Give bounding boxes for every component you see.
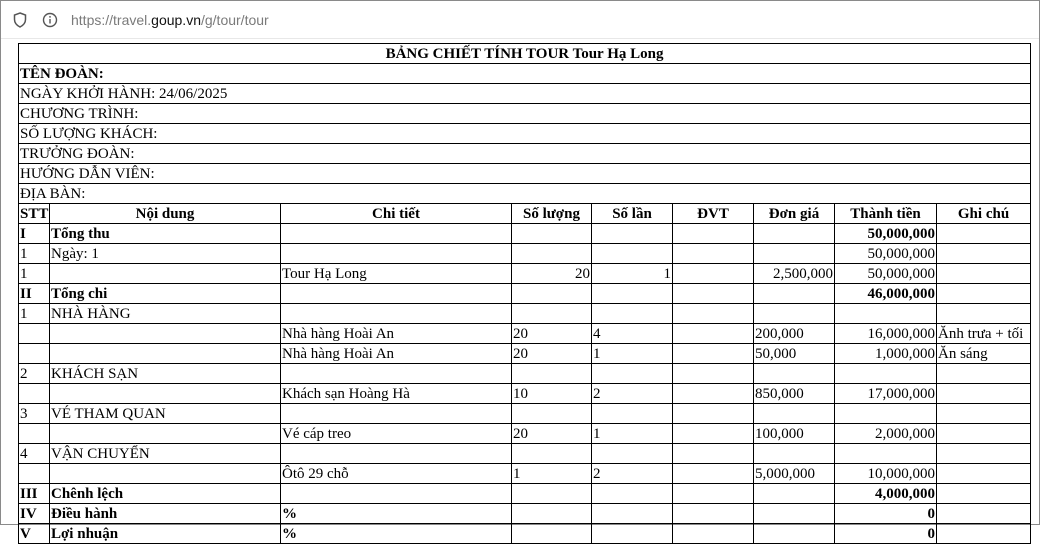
- cell-dvt: [673, 504, 754, 524]
- info-row: [19, 144, 1031, 164]
- cell-thanh-tien: 16,000,000: [835, 324, 937, 344]
- cell-so-luong: 20: [512, 324, 592, 344]
- cell-so-luong: [512, 224, 592, 244]
- cell-thanh-tien: 1,000,000: [835, 344, 937, 364]
- cell-stt: II: [19, 284, 50, 304]
- table-row: [19, 364, 1031, 384]
- cell-chi-tiet: [281, 284, 512, 304]
- cell-stt: IV: [19, 504, 50, 524]
- cell-ghi-chu: Ăn sáng: [937, 344, 1031, 364]
- cell-thanh-tien: 46,000,000: [835, 284, 937, 304]
- cell-chi-tiet: Ôtô 29 chỗ: [281, 464, 512, 484]
- table-row: [19, 504, 1031, 524]
- cell-so-lan: [592, 224, 673, 244]
- cell-so-luong: [512, 524, 592, 544]
- cell-stt: 4: [19, 444, 50, 464]
- info-row: [19, 104, 1031, 124]
- info-label: HƯỚNG DẪN VIÊN:: [19, 164, 1031, 184]
- info-label: TRƯỞNG ĐOÀN:: [19, 144, 1031, 164]
- column-header: STT: [20, 205, 49, 222]
- cell-noi-dung: [50, 424, 281, 444]
- cell-chi-tiet: [281, 364, 512, 384]
- cell-so-luong: 1: [512, 464, 592, 484]
- cell-thanh-tien: 0: [835, 504, 937, 524]
- cell-noi-dung: [50, 344, 281, 364]
- cell-so-lan: 1: [592, 424, 673, 444]
- cell-thanh-tien: 10,000,000: [835, 464, 937, 484]
- table-row: [19, 384, 1031, 404]
- cell-don-gia: [754, 224, 835, 244]
- cell-ghi-chu: [937, 424, 1031, 444]
- cell-so-luong: [512, 504, 592, 524]
- cell-dvt: [673, 364, 754, 384]
- cell-ghi-chu: [937, 284, 1031, 304]
- cell-so-lan: 2: [592, 464, 673, 484]
- cell-thanh-tien: 0: [835, 524, 937, 544]
- cell-thanh-tien: [835, 304, 937, 324]
- cell-don-gia: [754, 244, 835, 264]
- cell-don-gia: 200,000: [754, 324, 835, 344]
- info-label: CHƯƠNG TRÌNH:: [19, 104, 1031, 124]
- sheet-title: BẢNG CHIẾT TÍNH TOUR Tour Hạ Long: [19, 44, 1031, 64]
- column-header: Số lần: [592, 204, 673, 224]
- table-row: [19, 344, 1031, 364]
- info-row: [19, 64, 1031, 84]
- cell-noi-dung: Ngày: 1: [50, 244, 281, 264]
- cell-noi-dung: [50, 384, 281, 404]
- table-row: [19, 524, 1031, 544]
- info-label: TÊN ĐOÀN:: [19, 64, 1031, 84]
- cell-ghi-chu: [937, 464, 1031, 484]
- cell-ghi-chu: [937, 484, 1031, 504]
- address-bar[interactable]: [1, 1, 1039, 39]
- column-header: Ghi chú: [937, 204, 1031, 224]
- header-row: [19, 204, 1031, 224]
- cell-thanh-tien: 50,000,000: [835, 224, 937, 244]
- cell-so-lan: [592, 284, 673, 304]
- info-label: ĐỊA BÀN:: [19, 184, 1031, 204]
- cell-dvt: [673, 284, 754, 304]
- column-header: Thành tiền: [835, 204, 937, 224]
- cell-chi-tiet: %: [281, 524, 512, 544]
- cell-stt: V: [19, 524, 50, 544]
- table-row: [19, 224, 1031, 244]
- cell-stt: [19, 424, 50, 444]
- cell-chi-tiet: [281, 404, 512, 424]
- cell-thanh-tien: [835, 444, 937, 464]
- shield-icon[interactable]: [11, 11, 29, 29]
- cell-thanh-tien: 17,000,000: [835, 384, 937, 404]
- info-label: NGÀY KHỞI HÀNH: 24/06/2025: [19, 84, 1031, 104]
- cell-ghi-chu: [937, 224, 1031, 244]
- cell-noi-dung: Chênh lệch: [50, 484, 281, 504]
- cell-dvt: [673, 304, 754, 324]
- table-row: [19, 404, 1031, 424]
- cell-stt: [19, 464, 50, 484]
- cell-chi-tiet: Nhà hàng Hoài An: [281, 344, 512, 364]
- cell-so-lan: [592, 364, 673, 384]
- cell-dvt: [673, 524, 754, 544]
- cell-chi-tiet: %: [281, 504, 512, 524]
- cell-don-gia: 850,000: [754, 384, 835, 404]
- table-row: [19, 444, 1031, 464]
- cell-dvt: [673, 344, 754, 364]
- cell-ghi-chu: [937, 364, 1031, 384]
- cell-so-lan: [592, 504, 673, 524]
- cell-don-gia: [754, 484, 835, 504]
- cell-dvt: [673, 424, 754, 444]
- info-row: [19, 124, 1031, 144]
- url-prefix: https://travel.: [71, 11, 152, 28]
- cell-so-luong: 20: [512, 424, 592, 444]
- cell-thanh-tien: [835, 404, 937, 424]
- cell-noi-dung: NHÀ HÀNG: [50, 304, 281, 324]
- cell-stt: [19, 344, 50, 364]
- cell-stt: 1: [19, 304, 50, 324]
- cell-ghi-chu: [937, 504, 1031, 524]
- cell-ghi-chu: [937, 264, 1031, 284]
- cell-ghi-chu: Ănh trưa + tối: [937, 324, 1031, 344]
- cell-stt: [19, 324, 50, 344]
- cell-so-lan: [592, 444, 673, 464]
- column-header: Nội dung: [50, 204, 281, 224]
- cell-don-gia: [754, 524, 835, 544]
- cell-so-luong: [512, 404, 592, 424]
- cell-dvt: [673, 484, 754, 504]
- cell-ghi-chu: [937, 244, 1031, 264]
- cell-don-gia: [754, 304, 835, 324]
- cell-dvt: [673, 244, 754, 264]
- cell-so-lan: 1: [592, 264, 673, 284]
- cell-stt: 2: [19, 364, 50, 384]
- cell-thanh-tien: 50,000,000: [835, 264, 937, 284]
- cell-so-luong: [512, 244, 592, 264]
- cell-dvt: [673, 384, 754, 404]
- cell-chi-tiet: Nhà hàng Hoài An: [281, 324, 512, 344]
- cell-don-gia: 5,000,000: [754, 464, 835, 484]
- table-row: [19, 304, 1031, 324]
- cell-don-gia: 50,000: [754, 344, 835, 364]
- cell-so-lan: [592, 484, 673, 504]
- cell-so-luong: [512, 444, 592, 464]
- cell-so-lan: [592, 244, 673, 264]
- cell-stt: I: [19, 224, 50, 244]
- table-row: [19, 284, 1031, 304]
- cell-thanh-tien: 2,000,000: [835, 424, 937, 444]
- cell-so-luong: 10: [512, 384, 592, 404]
- cell-don-gia: [754, 364, 835, 384]
- table-row: [19, 464, 1031, 484]
- cell-ghi-chu: [937, 444, 1031, 464]
- cell-noi-dung: [50, 264, 281, 284]
- cell-don-gia: 2,500,000: [754, 264, 835, 284]
- cell-chi-tiet: [281, 224, 512, 244]
- cell-noi-dung: Tổng chi: [50, 284, 281, 304]
- cell-chi-tiet: Khách sạn Hoàng Hà: [281, 384, 512, 404]
- cell-so-luong: [512, 364, 592, 384]
- cell-so-luong: [512, 304, 592, 324]
- cell-don-gia: [754, 284, 835, 304]
- cell-stt: [19, 384, 50, 404]
- cell-chi-tiet: Tour Hạ Long: [281, 264, 512, 284]
- cell-dvt: [673, 404, 754, 424]
- cell-noi-dung: VẬN CHUYỂN: [50, 444, 281, 464]
- cell-so-lan: [592, 304, 673, 324]
- cell-dvt: [673, 224, 754, 244]
- cell-dvt: [673, 464, 754, 484]
- cell-noi-dung: KHÁCH SẠN: [50, 364, 281, 384]
- column-header: Chi tiết: [281, 204, 512, 224]
- cell-noi-dung: Điều hành: [50, 504, 281, 524]
- cell-noi-dung: [50, 464, 281, 484]
- table-row: [19, 484, 1031, 504]
- cell-thanh-tien: 4,000,000: [835, 484, 937, 504]
- cell-don-gia: 100,000: [754, 424, 835, 444]
- info-icon[interactable]: [41, 11, 59, 29]
- cell-ghi-chu: [937, 404, 1031, 424]
- cell-so-luong: 20: [512, 344, 592, 364]
- column-header: Đơn giá: [754, 204, 835, 224]
- cell-noi-dung: VÉ THAM QUAN: [50, 404, 281, 424]
- table-row: [19, 244, 1031, 264]
- cell-don-gia: [754, 504, 835, 524]
- url-path: /g/tour/tour: [200, 11, 269, 28]
- url-text[interactable]: [71, 12, 269, 28]
- column-header: Số lượng: [512, 204, 592, 224]
- cell-chi-tiet: [281, 304, 512, 324]
- table-row: [19, 324, 1031, 344]
- cell-so-lan: 4: [592, 324, 673, 344]
- cell-dvt: [673, 324, 754, 344]
- cell-so-luong: [512, 484, 592, 504]
- column-header: ĐVT: [673, 204, 754, 224]
- cell-noi-dung: [50, 324, 281, 344]
- cell-noi-dung: Tổng thu: [50, 224, 281, 244]
- table-row: [19, 264, 1031, 284]
- cell-ghi-chu: [937, 384, 1031, 404]
- info-label: SỐ LƯỢNG KHÁCH:: [19, 124, 1031, 144]
- cell-dvt: [673, 264, 754, 284]
- table-row: [19, 424, 1031, 444]
- cell-so-luong: [512, 284, 592, 304]
- cell-ghi-chu: [937, 304, 1031, 324]
- url-domain: goup.vn: [151, 11, 201, 28]
- info-row: [19, 164, 1031, 184]
- cell-chi-tiet: [281, 484, 512, 504]
- cell-chi-tiet: Vé cáp treo: [281, 424, 512, 444]
- cell-chi-tiet: [281, 444, 512, 464]
- info-row: [19, 184, 1031, 204]
- cell-don-gia: [754, 404, 835, 424]
- cell-thanh-tien: [835, 364, 937, 384]
- tour-cost-sheet: [18, 43, 1031, 544]
- cell-dvt: [673, 444, 754, 464]
- cell-stt: 1: [19, 264, 50, 284]
- cell-stt: 3: [19, 404, 50, 424]
- cell-so-lan: 1: [592, 344, 673, 364]
- cell-so-luong: 20: [512, 264, 592, 284]
- info-row: [19, 84, 1031, 104]
- cell-don-gia: [754, 444, 835, 464]
- cell-so-lan: [592, 404, 673, 424]
- cell-so-lan: 2: [592, 384, 673, 404]
- cell-stt: 1: [19, 244, 50, 264]
- cell-noi-dung: Lợi nhuận: [50, 524, 281, 544]
- cell-stt: III: [19, 484, 50, 504]
- cell-thanh-tien: 50,000,000: [835, 244, 937, 264]
- cell-chi-tiet: [281, 244, 512, 264]
- cell-ghi-chu: [937, 524, 1031, 544]
- cell-so-lan: [592, 524, 673, 544]
